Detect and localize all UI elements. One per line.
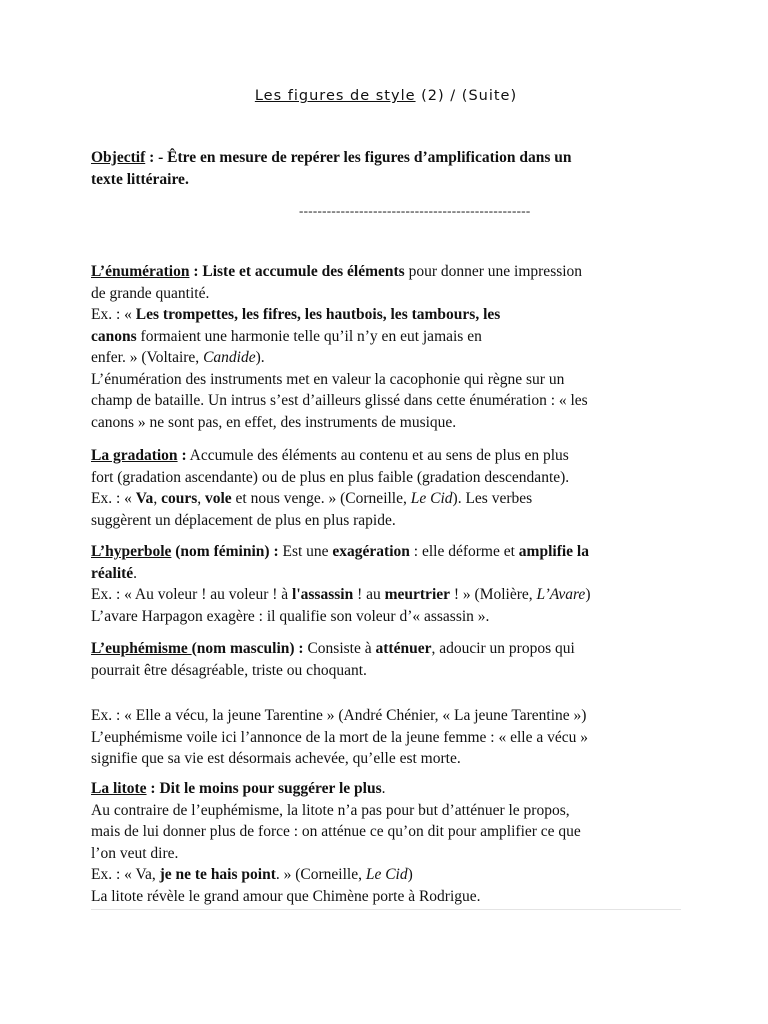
term-hyperbole: L’hyperbole [91,543,172,560]
term-enumeration: L’énumération [91,263,190,280]
term-euphemisme: L’euphémisme [91,640,192,657]
bottom-divider [91,909,681,910]
dashed-separator: -------------------------------------------------- [299,203,531,218]
section-euphemisme: L’euphémisme (nom masculin) : Consiste à atténuer, adoucir un propos qui pourrait être désagréable, triste ou choquant. [91,640,575,679]
page-title: Les figures de style (2) / (Suite) [254,88,518,104]
section-enumeration: L’énumération : Liste et accumule des éléments pour donner une impression de grande quantité. Ex. : « Les trompettes, les fifres, les hautbois, les tambours, les canons formaient une harmonie telle qu’il n’y en eut jamais en enfer. » (Voltaire, Candide). L’énumération des instruments met en valeur la cacophonie qui règne sur un champ de bataille. Un intrus s’est d’ailleurs glissé dans cette énumération : « les canons » ne sont pas, en effet, des instruments de musique. [91,263,588,431]
section-hyperbole: L’hyperbole (nom féminin) : Est une exagération : elle déforme et amplifie la réalité. Ex. : « Au voleur ! au voleur ! à l'assassin ! au meurtrier ! » (Molière, L’Avare) L’avare Harpagon exagère : il qualifie son voleur d’« assassin ». [91,543,591,625]
objective-block: Objectif : - Être en mesure de repérer les figures d’amplification dans un texte littéraire. [91,149,572,188]
section-euphemisme-example: Ex. : « Elle a vécu, la jeune Tarentine » (André Chénier, « La jeune Tarentine ») L’euphémisme voile ici l’annonce de la mort de la jeune femme : « elle a vécu » signifie que sa vie est désormais achevée, qu’elle est morte. [91,707,588,767]
term-gradation: La gradation [91,447,178,464]
term-litote: La litote [91,780,147,797]
section-litote: La litote : Dit le moins pour suggérer le plus. Au contraire de l’euphémisme, la litote n’a pas pour but d’atténuer le propos, mais de lui donner plus de force : on atténue ce qu’on dit pour amplifier ce que l’on veut dire. Ex. : « Va, je ne te hais point. » (Corneille, Le Cid) La litote révèle le grand amour que Chimène porte à Rodrigue. [91,780,581,905]
objective-label: Objectif [91,149,146,166]
section-gradation: La gradation : Accumule des éléments au contenu et au sens de plus en plus fort (gradation ascendante) ou de plus en plus faible (gradation descendante). Ex. : « Va, cours, vole et nous venge. » (Corneille, Le Cid). Les verbes suggèrent un déplacement de plus en plus rapide. [91,447,570,529]
